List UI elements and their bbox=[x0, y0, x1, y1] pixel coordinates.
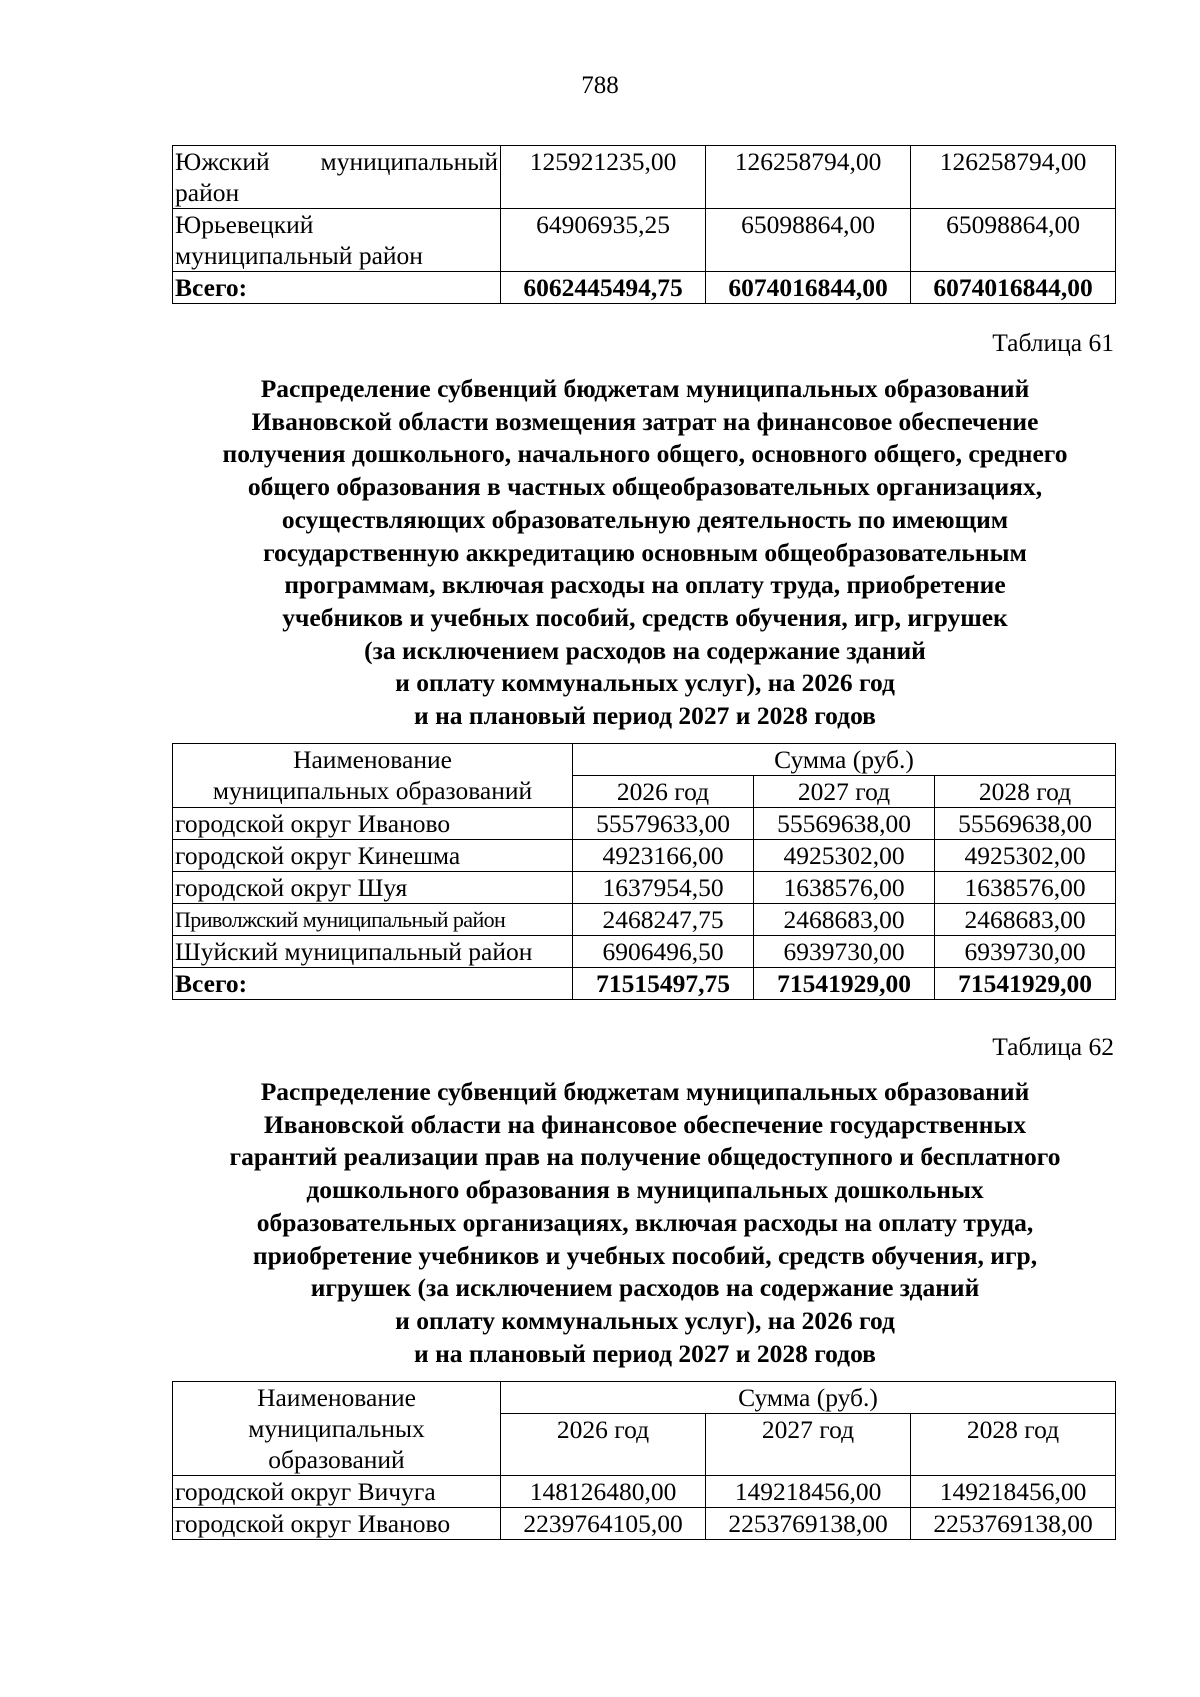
table-61 bbox=[172, 743, 1116, 1000]
header-name-line: Наименование bbox=[257, 1383, 416, 1412]
value-2027: 149218456,00 bbox=[706, 1476, 911, 1508]
table-62 bbox=[172, 1381, 1116, 1540]
value-2028: 149218456,00 bbox=[911, 1476, 1116, 1508]
header-2028: 2028 год bbox=[911, 1414, 1116, 1476]
title-line: и на плановый период 2027 и 2028 годов bbox=[414, 701, 876, 731]
table-row bbox=[173, 146, 1116, 209]
total-2028: 6074016844,00 bbox=[911, 272, 1116, 304]
table-row bbox=[173, 1508, 1116, 1540]
table-61-caption: Таблица 61 bbox=[992, 328, 1114, 357]
row-name: городской округ Шуя bbox=[173, 872, 573, 904]
value-2026: 4923166,00 bbox=[573, 840, 754, 872]
row-name-cell bbox=[173, 209, 501, 272]
row-name-line: район bbox=[175, 178, 240, 207]
header-2028: 2028 год bbox=[935, 776, 1116, 808]
header-name-line: муниципальных образований bbox=[212, 776, 533, 805]
header-sum: Сумма (руб.) bbox=[573, 744, 1116, 776]
value-2026: 64906935,25 bbox=[501, 209, 706, 272]
value-2026: 2468247,75 bbox=[573, 904, 754, 936]
total-2028: 71541929,00 bbox=[935, 968, 1116, 1000]
table-60-tail bbox=[172, 145, 1116, 304]
value-2027: 2468683,00 bbox=[754, 904, 935, 936]
total-2027: 71541929,00 bbox=[754, 968, 935, 1000]
value-2028: 2468683,00 bbox=[935, 904, 1116, 936]
header-name-line: муниципальных bbox=[248, 1414, 425, 1443]
title-line: государственную аккредитацию основным общеобразовательным bbox=[263, 537, 1027, 567]
table-header-row bbox=[173, 1382, 1116, 1414]
value-2027: 4925302,00 bbox=[754, 840, 935, 872]
title-line: и оплату коммунальных услуг), на 2026 год bbox=[395, 1305, 895, 1335]
row-name-line: муниципальный район bbox=[175, 241, 423, 270]
table-row bbox=[173, 936, 1116, 968]
row-name: Шуйский муниципальный район bbox=[173, 936, 573, 968]
value-2028: 6939730,00 bbox=[935, 936, 1116, 968]
value-2026: 6906496,50 bbox=[573, 936, 754, 968]
table-62-caption: Таблица 62 bbox=[992, 1032, 1114, 1061]
value-2027: 6939730,00 bbox=[754, 936, 935, 968]
header-name-line: образований bbox=[268, 1445, 405, 1474]
table-row bbox=[173, 904, 1116, 936]
table-row bbox=[173, 209, 1116, 272]
page-number: 788 bbox=[581, 72, 619, 99]
title-line: и на плановый период 2027 и 2028 годов bbox=[414, 1338, 876, 1368]
value-2028: 1638576,00 bbox=[935, 872, 1116, 904]
total-2026: 71515497,75 bbox=[573, 968, 754, 1000]
table-header-row bbox=[173, 744, 1116, 776]
total-2027: 6074016844,00 bbox=[706, 272, 911, 304]
row-name: Приволжский муниципальный район bbox=[173, 904, 573, 936]
header-name-cell bbox=[173, 744, 573, 808]
title-line: и оплату коммунальных услуг), на 2026 год bbox=[395, 668, 895, 698]
value-2026: 148126480,00 bbox=[501, 1476, 706, 1508]
row-name-cell bbox=[173, 146, 501, 209]
table-row bbox=[173, 840, 1116, 872]
total-row bbox=[173, 968, 1116, 1000]
title-line: Ивановской области возмещения затрат на финансовое обеспечение bbox=[251, 406, 1039, 436]
header-2027: 2027 год bbox=[706, 1414, 911, 1476]
title-line: общего образования в частных общеобразовательных организациях, bbox=[247, 472, 1043, 502]
table-62-title bbox=[150, 1076, 1140, 1370]
title-line: Распределение субвенций бюджетам муниципальных образований bbox=[260, 374, 1030, 403]
total-label: Всего: bbox=[173, 272, 501, 304]
row-name-line: Южский муниципальный bbox=[175, 147, 498, 176]
value-2027: 126258794,00 bbox=[706, 146, 911, 209]
title-line: Распределение субвенций бюджетам муниципальных образований bbox=[260, 1077, 1030, 1106]
value-2027: 2253769138,00 bbox=[706, 1508, 911, 1540]
value-2026: 125921235,00 bbox=[501, 146, 706, 209]
title-line: осуществляющих образовательную деятельность по имеющим bbox=[281, 504, 1009, 534]
header-2027: 2027 год bbox=[754, 776, 935, 808]
row-name: городской округ Кинешма bbox=[173, 840, 573, 872]
value-2027: 65098864,00 bbox=[706, 209, 911, 272]
row-name: городской округ Иваново bbox=[173, 1508, 501, 1540]
value-2026: 55579633,00 bbox=[573, 808, 754, 840]
value-2028: 126258794,00 bbox=[911, 146, 1116, 209]
row-name: городской округ Вичуга bbox=[173, 1476, 501, 1508]
table-row bbox=[173, 1476, 1116, 1508]
total-2026: 6062445494,75 bbox=[501, 272, 706, 304]
value-2028: 4925302,00 bbox=[935, 840, 1116, 872]
title-line: образовательных организациях, включая расходы на оплату труда, bbox=[256, 1207, 1034, 1237]
title-line: (за исключением расходов на содержание зданий bbox=[364, 635, 926, 665]
value-2027: 1638576,00 bbox=[754, 872, 935, 904]
header-2026: 2026 год bbox=[501, 1414, 706, 1476]
value-2028: 2253769138,00 bbox=[911, 1508, 1116, 1540]
title-line: программам, включая расходы на оплату труда, приобретение bbox=[284, 570, 1006, 600]
title-line: приобретение учебников и учебных пособий, средств обучения, игр, bbox=[252, 1240, 1038, 1270]
title-line: Ивановской области на финансовое обеспечение государственных bbox=[263, 1109, 1027, 1139]
title-line: игрушек (за исключением расходов на содержание зданий bbox=[310, 1273, 980, 1303]
header-sum: Сумма (руб.) bbox=[501, 1382, 1116, 1414]
value-2028: 55569638,00 bbox=[935, 808, 1116, 840]
table-61-title bbox=[150, 373, 1140, 733]
total-label: Всего: bbox=[173, 968, 573, 1000]
value-2028: 65098864,00 bbox=[911, 209, 1116, 272]
value-2026: 1637954,50 bbox=[573, 872, 754, 904]
table-row bbox=[173, 808, 1116, 840]
title-line: гарантий реализации прав на получение общедоступного и бесплатного bbox=[229, 1142, 1061, 1172]
value-2027: 55569638,00 bbox=[754, 808, 935, 840]
title-line: дошкольного образования в муниципальных дошкольных bbox=[306, 1175, 984, 1205]
header-2026: 2026 год bbox=[573, 776, 754, 808]
value-2026: 2239764105,00 bbox=[501, 1508, 706, 1540]
table-row bbox=[173, 872, 1116, 904]
title-line: получения дошкольного, начального общего, основного общего, среднего bbox=[222, 439, 1068, 469]
row-name-line: Юрьевецкий bbox=[175, 210, 314, 239]
title-line: учебников и учебных пособий, средств обучения, игр, игрушек bbox=[282, 602, 1008, 632]
header-name-line: Наименование bbox=[293, 745, 452, 774]
total-row bbox=[173, 272, 1116, 304]
row-name: городской округ Иваново bbox=[173, 808, 573, 840]
header-name-cell bbox=[173, 1382, 501, 1476]
